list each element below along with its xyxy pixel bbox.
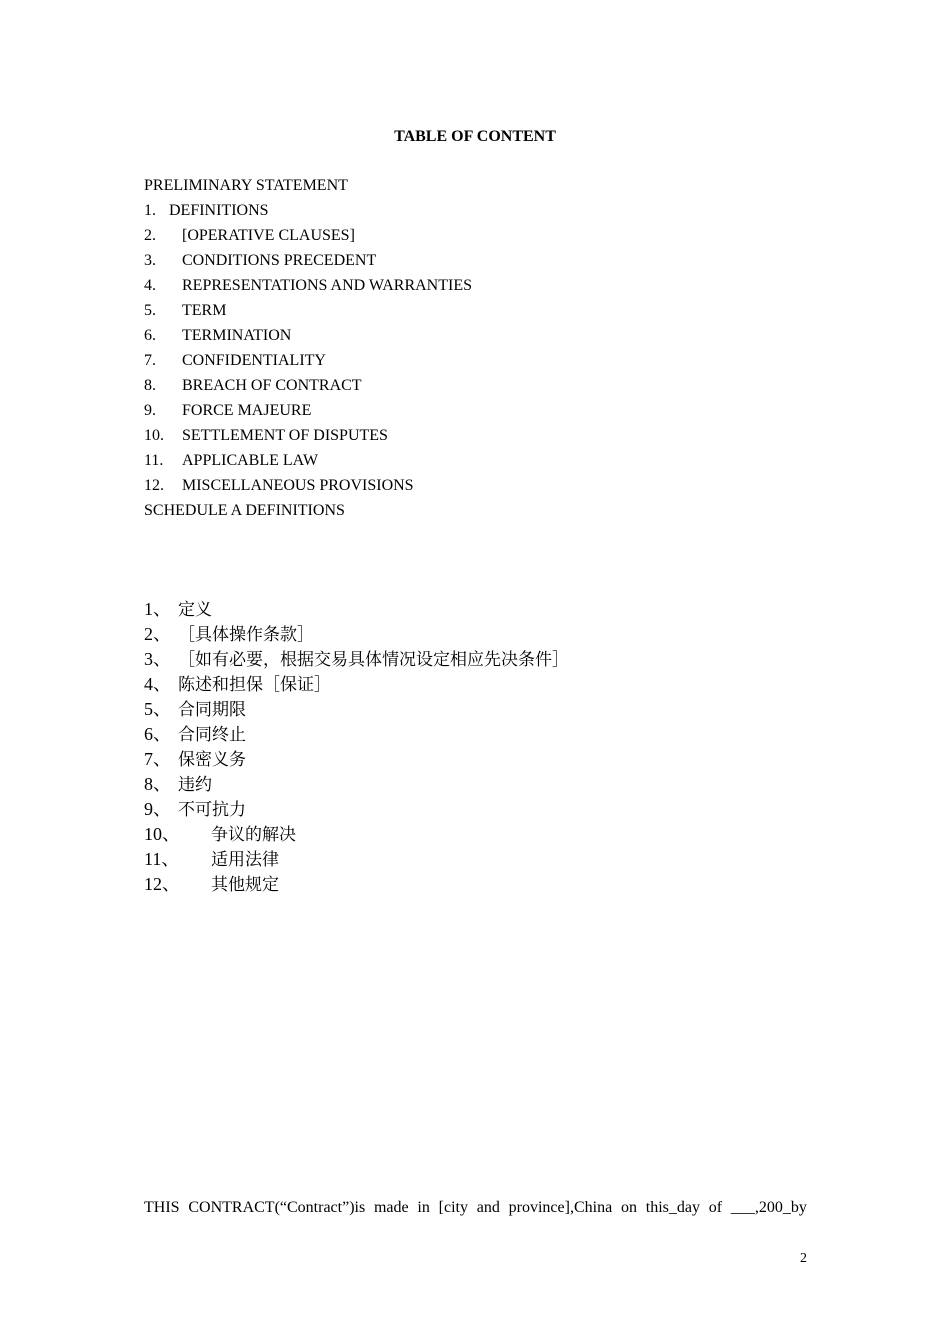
toc-item	[144, 798, 569, 823]
toc-item	[144, 848, 569, 873]
toc-item-number: 5、	[144, 699, 171, 719]
toc-item-number: 12、	[144, 874, 180, 894]
english-table-of-contents	[144, 176, 472, 526]
toc-item	[144, 648, 569, 673]
toc-item-label: 陈述和担保［保证］	[178, 675, 331, 695]
toc-item-number: 3、	[144, 649, 171, 669]
toc-item-number: 7.	[144, 352, 156, 369]
toc-item	[144, 201, 472, 226]
toc-preliminary-statement: PRELIMINARY STATEMENT	[144, 177, 348, 194]
toc-item-label: 合同期限	[178, 700, 246, 720]
toc-item	[144, 351, 472, 376]
intro-word: province],China	[508, 1199, 613, 1216]
toc-item	[144, 251, 472, 276]
page-number: 2	[800, 1251, 807, 1266]
intro-word: on	[620, 1199, 637, 1216]
intro-word: this_day	[645, 1199, 700, 1216]
toc-item-label: MISCELLANEOUS PROVISIONS	[182, 477, 414, 494]
toc-item-number: 11.	[144, 452, 164, 469]
toc-item-number: 6、	[144, 724, 171, 744]
toc-item	[144, 276, 472, 301]
toc-schedule: SCHEDULE A DEFINITIONS	[144, 502, 345, 519]
toc-item	[144, 226, 472, 251]
intro-word: [city	[438, 1199, 468, 1216]
toc-item-number: 4、	[144, 674, 171, 694]
chinese-table-of-contents	[144, 598, 569, 898]
toc-item-number: 9.	[144, 402, 156, 419]
toc-item-label: FORCE MAJEURE	[182, 402, 312, 419]
toc-item	[144, 773, 569, 798]
toc-item-label: CONDITIONS PRECEDENT	[182, 252, 377, 269]
toc-item-number: 2.	[144, 227, 156, 244]
intro-word: made	[373, 1199, 409, 1216]
toc-item	[144, 301, 472, 326]
toc-item-label: ［具体操作条款］	[178, 625, 314, 645]
toc-item-label: DEFINITIONS	[169, 202, 269, 219]
toc-item-label: 不可抗力	[178, 800, 246, 820]
toc-item	[144, 476, 472, 501]
toc-item	[144, 326, 472, 351]
toc-item	[144, 823, 569, 848]
toc-item-number: 7、	[144, 749, 171, 769]
toc-item-label: 合同终止	[178, 725, 246, 745]
toc-item-number: 8.	[144, 377, 156, 394]
toc-item-label: CONFIDENTIALITY	[182, 352, 326, 369]
intro-word: ___,200_by	[730, 1199, 807, 1216]
toc-item-label: TERMINATION	[182, 327, 292, 344]
toc-item-number: 2、	[144, 624, 171, 644]
toc-item	[144, 598, 569, 623]
toc-item-label: TERM	[182, 302, 227, 319]
toc-item-label: REPRESENTATIONS AND WARRANTIES	[182, 277, 472, 294]
toc-item	[144, 673, 569, 698]
toc-item-number: 10.	[144, 427, 164, 444]
intro-word: THIS	[144, 1199, 180, 1216]
toc-item-label: SETTLEMENT OF DISPUTES	[182, 427, 388, 444]
toc-item-label: 定义	[178, 600, 212, 620]
contract-intro-line	[144, 1198, 807, 1218]
toc-item-number: 3.	[144, 252, 156, 269]
toc-item-number: 6.	[144, 327, 156, 344]
intro-word: of	[708, 1199, 723, 1216]
toc-item	[144, 723, 569, 748]
toc-item	[144, 376, 472, 401]
toc-item-label: 保密义务	[178, 750, 246, 770]
toc-item-number: 10、	[144, 824, 180, 844]
toc-item-number: 4.	[144, 277, 156, 294]
document-title: TABLE OF CONTENT	[394, 128, 556, 145]
toc-item	[144, 698, 569, 723]
toc-item-label: BREACH OF CONTRACT	[182, 377, 362, 394]
toc-item	[144, 623, 569, 648]
toc-item	[144, 426, 472, 451]
toc-item-label: APPLICABLE LAW	[182, 452, 319, 469]
toc-item-label: 其他规定	[211, 875, 279, 895]
toc-item-number: 5.	[144, 302, 156, 319]
toc-item	[144, 748, 569, 773]
toc-item-label: 争议的解决	[211, 825, 296, 845]
toc-item-number: 9、	[144, 799, 171, 819]
toc-item-label: 违约	[178, 775, 212, 795]
toc-item-label: [OPERATIVE CLAUSES]	[182, 227, 355, 244]
toc-item-number: 1、	[144, 599, 171, 619]
toc-item	[144, 451, 472, 476]
toc-item-number: 11、	[144, 849, 180, 869]
toc-item	[144, 401, 472, 426]
toc-item-number: 12.	[144, 477, 164, 494]
toc-item	[144, 873, 569, 898]
toc-item-number: 8、	[144, 774, 171, 794]
intro-word: in	[417, 1199, 430, 1216]
intro-word: CONTRACT(“Contract”)is	[188, 1199, 366, 1216]
toc-item-number: 1.	[144, 202, 156, 219]
intro-word: and	[476, 1199, 500, 1216]
toc-item-label: ［如有必要，根据交易具体情况设定相应先决条件］	[178, 650, 569, 670]
toc-item-label: 适用法律	[211, 850, 279, 870]
